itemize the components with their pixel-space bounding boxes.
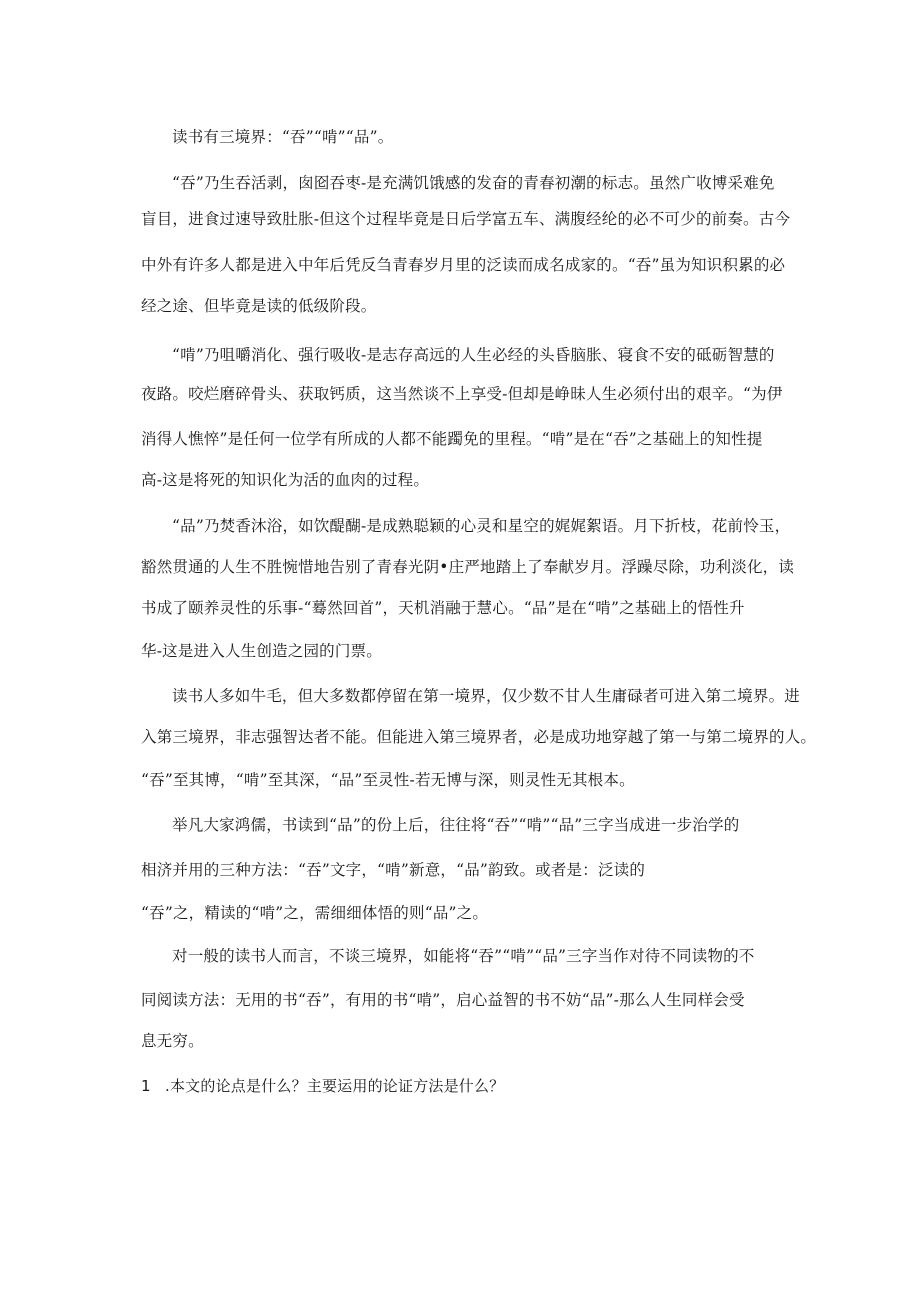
paragraph-1-line-4: 经之途、但毕竟是读的低级阶段。 (141, 297, 377, 315)
paragraph-2-line-4: 高-这是将死的知识化为活的血肉的过程。 (141, 471, 430, 489)
paragraph-6-line-1: 对一般的读书人而言，不谈三境界，如能将“吞”“啃”“品”三字当作对待不同读物的不 (172, 947, 755, 965)
paragraph-4-line-2: 入第三境界，非志强智达者不能。但能进入第三境界者，必是成功地穿越了第一与第二境界的人。 (141, 728, 817, 746)
paragraph-2-line-2: 夜路。咬烂磨碎骨头、获取钙质，这当然谈不上享受-但却是峥昧人生必须付出的艰辛。“为伊 (141, 385, 783, 403)
paragraph-4-line-1: 读书人多如牛毛，但大多数都停留在第一境界，仅少数不甘人生庸碌者可进入第二境界。进 (172, 687, 801, 705)
paragraph-3-line-4: 华-这是进入人生创造之园的门票。 (141, 642, 382, 660)
paragraph-1-line-3: 中外有许多人都是进入中年后凭反刍青春岁月里的泛读而成名成家的。“吞”虽为知识积累的必 (141, 256, 786, 274)
paragraph-5-line-2: 相济并用的三种方法：“吞”文字，“啃”新意，“品”韵致。或者是：泛读的 (141, 861, 646, 879)
paragraph-6-line-3: 息无穷。 (141, 1032, 204, 1050)
paragraph-1-line-2: 盲目，进食过速导致肚胀-但这个过程毕竟是日后学富五车、满腹经纶的必不可少的前奏。古今 (141, 210, 791, 228)
paragraph-6-line-2: 同阅读方法：无用的书“吞”，有用的书“啃”，启心益智的书不妨“品”-那么人生同样会受 (141, 991, 745, 1009)
paragraph-1-line-1: “吞”乃生吞活剥，囱囵吞枣-是充满饥饿感的发奋的青春初潮的标志。虽然广收博采难免 (172, 174, 775, 192)
paragraph-3-line-1: “品”乃焚香沐浴，如饮醍醐-是成熟聪颖的心灵和星空的娓娓絮语。月下折枝，花前怜玉， (172, 517, 791, 535)
question-number: 1 (141, 1077, 151, 1095)
question-text: .本文的论点是什么？主要运用的论证方法是什么？ (165, 1077, 505, 1095)
paragraph-2-line-1: “啃”乃咀嚼消化、强行吸收-是志存高远的人生必经的头昏脑胀、寝食不安的砥砺智慧的 (172, 346, 775, 364)
paragraph-5-line-3: “吞”之，精读的“啃”之，需细细体悟的则“品”之。 (141, 904, 489, 922)
paragraph-4-line-3: “吞”至其博，“啃”至其深，“品”至灵性-若无博与深，则灵性无其根本。 (141, 771, 635, 789)
paragraph-3-line-3: 书成了颐养灵性的乐事-“蓦然回首”，天机消融于慧心。“品”是在“啃”之基础上的悟性升 (141, 599, 745, 617)
paragraph-3-line-2: 豁然贯通的人生不胜惋惜地告别了青春光阴•庄严地踏上了奉献岁月。浮躁尽除，功利淡化，读 (141, 558, 795, 576)
paragraph-2-line-3: 消得人憔悴”是任何一位学有所成的人都不能躅免的里程。“啃”是在“吞”之基础上的知性提 (141, 430, 763, 448)
question-1 (141, 1076, 504, 1096)
document-title: 读书有三境界：“吞”“啃”“品”。 (172, 128, 394, 146)
paragraph-5-line-1: 举凡大家鸿儒，书读到“品”的份上后，往往将“吞”“啃”“品”三字当成进一步治学的 (172, 816, 740, 834)
